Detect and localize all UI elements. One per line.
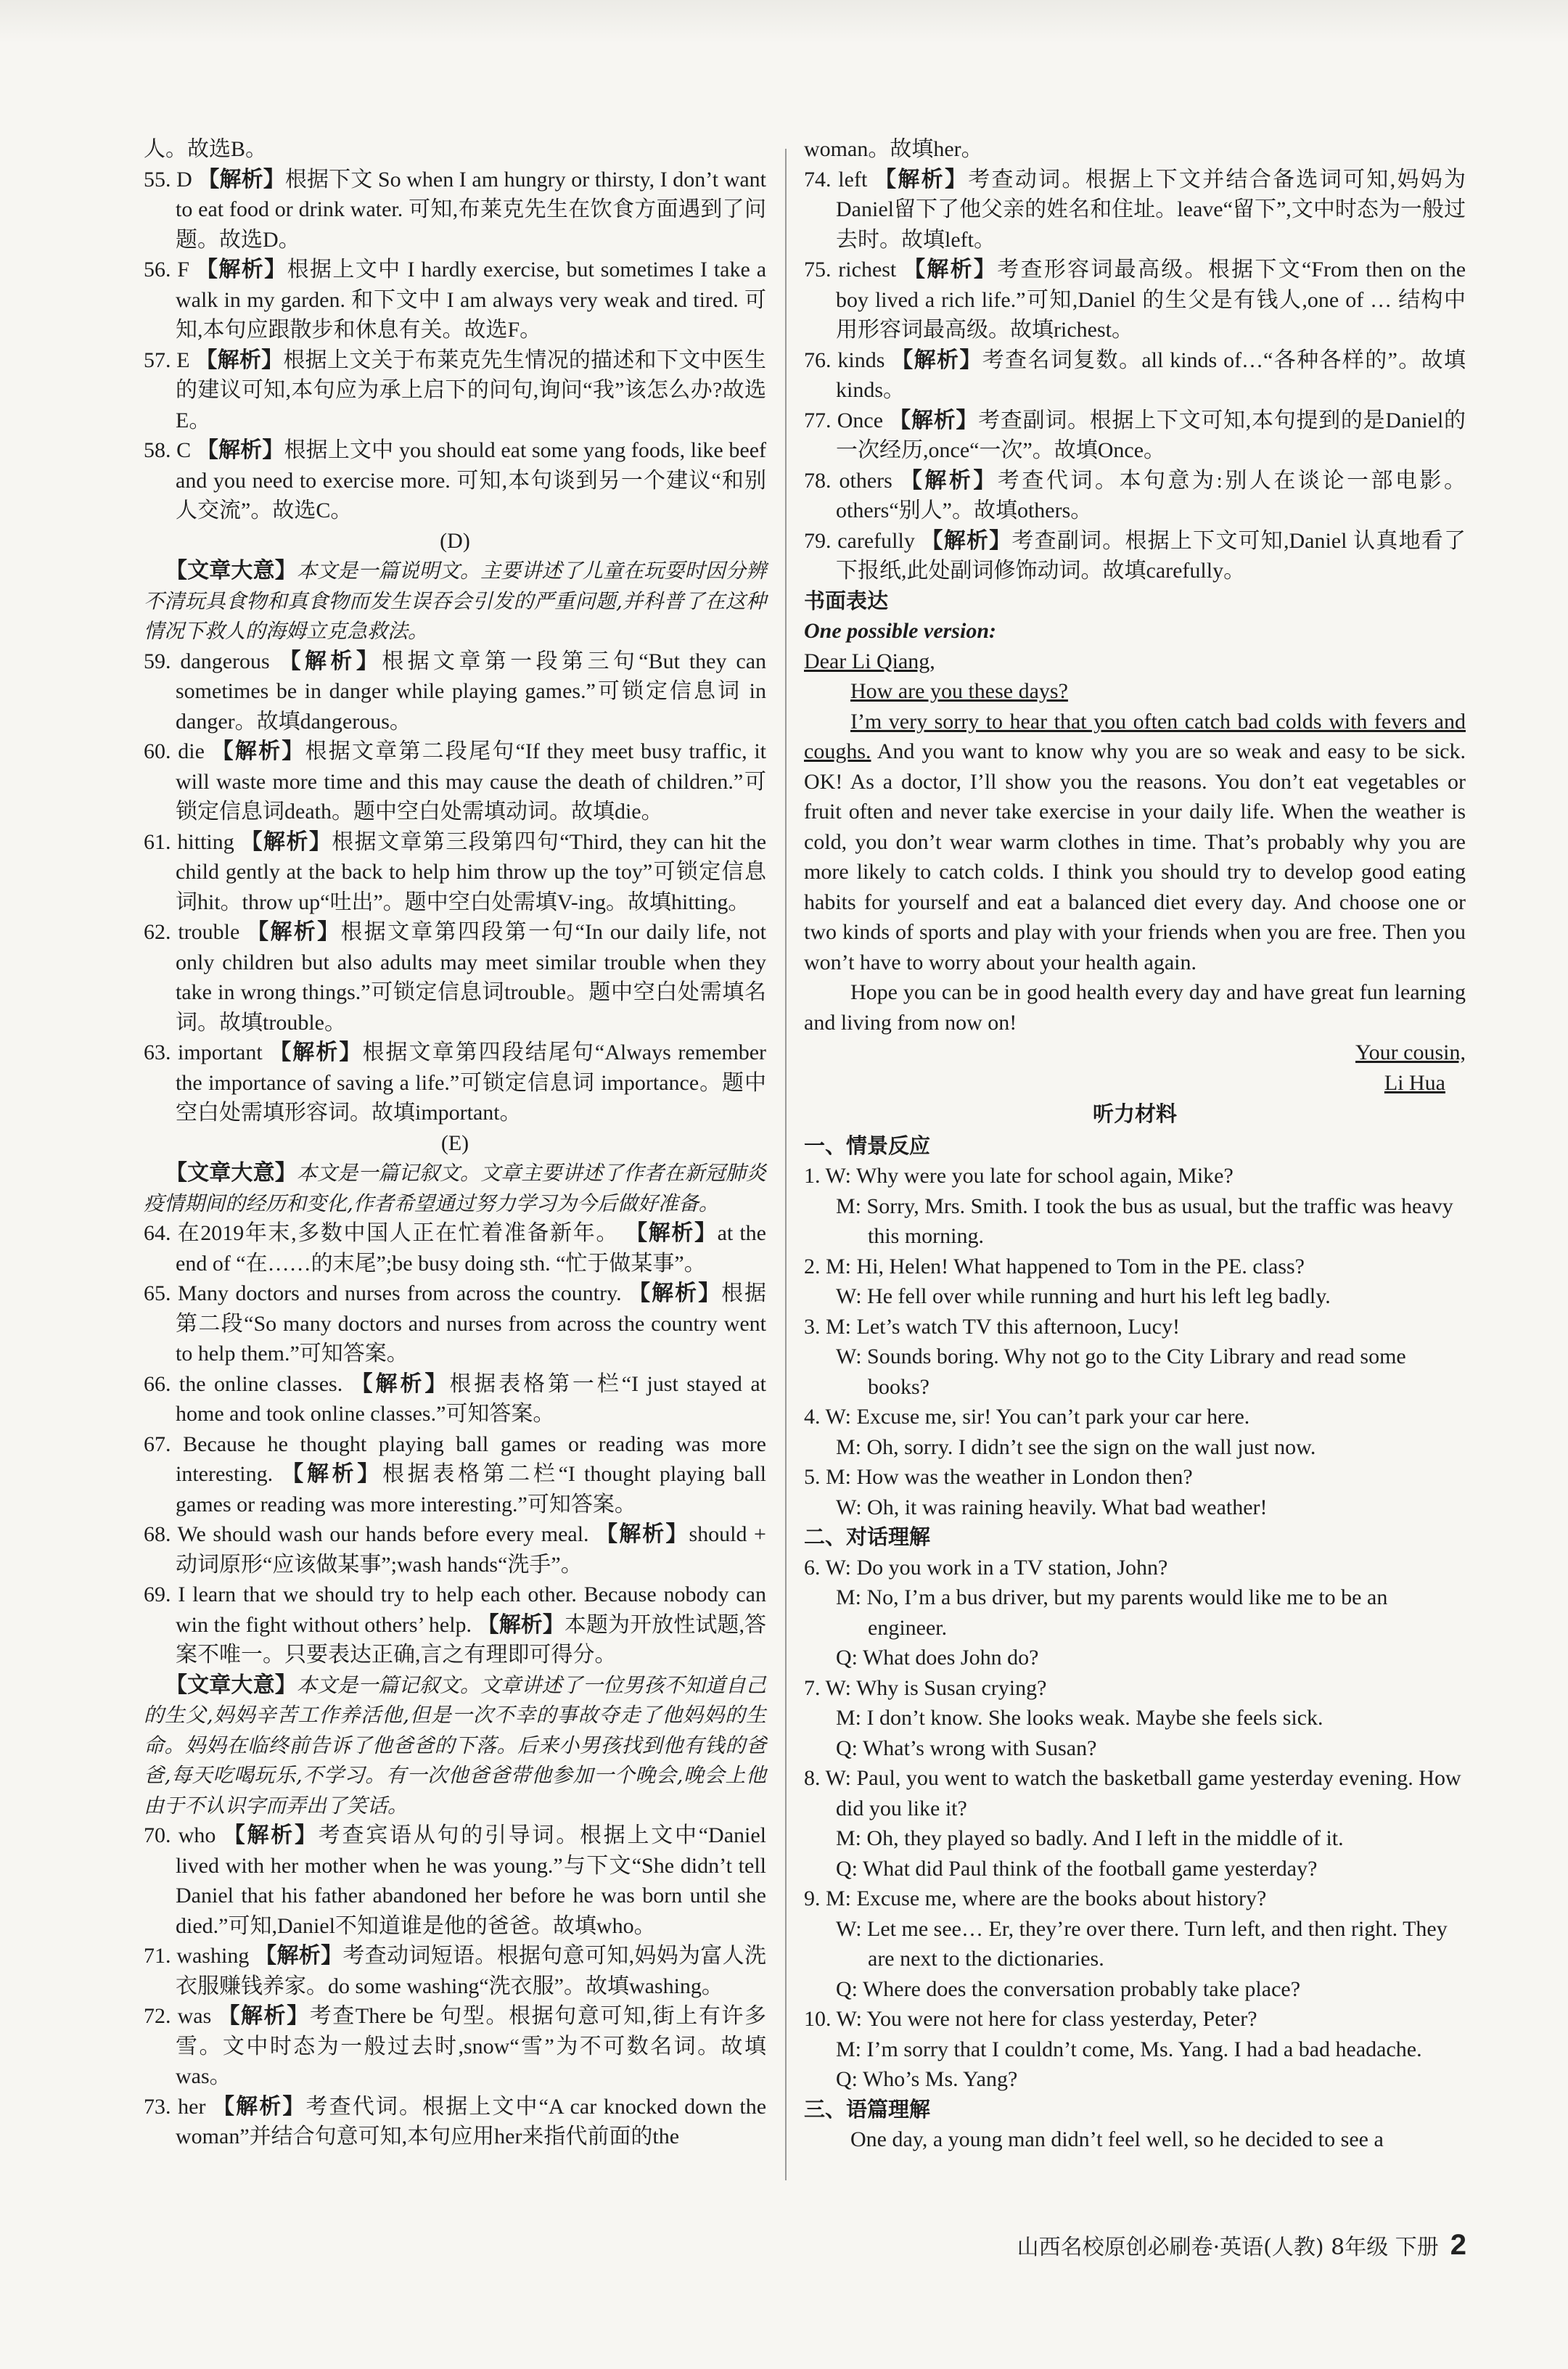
- item-analysis: 根据第二段“So many doctors and nurses from across the country went to help them.”可知答案。: [176, 1281, 767, 1366]
- dialogue-text: W: Paul, you went to watch the basketball game yesterday evening. How did you like it?: [825, 1766, 1461, 1820]
- left-answer-item: [144, 1038, 766, 1128]
- right-column: [804, 134, 1466, 2155]
- writing-signature-text: Li Hua: [1384, 1070, 1445, 1095]
- item-analysis-tag: 【解析】: [921, 528, 1012, 553]
- item-number: 62.: [144, 920, 178, 944]
- page-number: 2: [1450, 2229, 1466, 2261]
- item-analysis: 根据表格第二栏“I thought playing ball games or reading was more interesting.”可知答案。: [176, 1462, 767, 1516]
- item-analysis-tag: 【解析】: [900, 468, 998, 493]
- item-analysis: 根据文章第二段尾句“If they meet busy traffic, it will waste more time and this may cause the death of children.”可锁定信息词death。题中空白处需填动词。故填die。: [176, 739, 767, 824]
- dialogue-number: 3.: [804, 1314, 826, 1339]
- answers-74-79: [804, 134, 1466, 586]
- dialogue-line-b: W: Sounds boring. Why not go to the City Library and read some books?: [836, 1344, 1406, 1399]
- dialogue-line-a: [804, 1763, 1466, 1823]
- dialogue-line: M: No, I’m a bus driver, but my parents would like me to be an engineer.: [836, 1585, 1388, 1640]
- item-answer: F: [177, 258, 196, 282]
- summary-heading: 【文章大意】: [165, 559, 297, 583]
- listening-section-3: 三、语篇理解: [804, 2096, 931, 2122]
- item-analysis: 考查形容词最高级。根据下文“From then on the boy lived a rich life.”可知,Daniel 的生父是有钱人,one of … 结构中用形容词最高级。故填richest。: [836, 258, 1466, 342]
- item-number: 70.: [144, 1823, 178, 1847]
- dialogue-number: 5.: [804, 1465, 826, 1489]
- item-answer: Many doctors and nurses from across the country.: [177, 1281, 629, 1305]
- item-analysis: 考查名词复数。all kinds of…“各种各样的”。故填kinds。: [836, 348, 1466, 402]
- item-number: 79.: [804, 528, 838, 553]
- item-analysis-tag: 【解析】: [889, 408, 979, 432]
- item-answer: left: [838, 167, 875, 192]
- left-answer-item: [144, 1580, 766, 1670]
- item-answer: We should wash our hands before every meal.: [177, 1522, 596, 1546]
- listening-part2: [804, 1553, 1466, 2095]
- dialogue-text: W: Why is Susan crying?: [825, 1675, 1047, 1700]
- item-answer: who: [178, 1823, 223, 1847]
- dialogue-text: W: Why were you late for school again, Mike?: [825, 1164, 1234, 1188]
- left-answer-item: [144, 646, 766, 737]
- item-analysis-tag: 【解析】: [625, 1221, 718, 1245]
- dialogue-line-a: [804, 1553, 1466, 1583]
- item-analysis: 考查动词。根据上下文并结合备选词可知,妈妈为Daniel留下了他父亲的姓名和住址。leave“留下”,文中时态为一般过去时。故填left。: [836, 167, 1466, 252]
- item-number: 56.: [144, 258, 178, 282]
- item-answer: Because he thought playing ball games or reading was more interesting.: [176, 1432, 766, 1486]
- item-analysis-tag: 【解析】: [218, 2004, 310, 2028]
- writing-paragraph1: [804, 707, 1466, 978]
- dialogue-number: 8.: [804, 1766, 826, 1790]
- dialogue-text: W: Do you work in a TV station, John?: [825, 1555, 1168, 1580]
- item-analysis-tag: 【解析】: [350, 1371, 450, 1396]
- dialogue-text: M: Excuse me, where are the books about history?: [826, 1886, 1267, 1910]
- item-number: 71.: [144, 1944, 177, 1968]
- item-analysis: 根据文章第一段第三句“But they can sometimes be in danger while playing games.”可锁定信息词 in danger。故填dangerous。: [176, 649, 767, 734]
- dialogue-line: Q: What did Paul think of the football game yesterday?: [836, 1856, 1318, 1881]
- item-answer: the online classes.: [178, 1371, 351, 1396]
- item-analysis-tag: 【解析】: [477, 1612, 565, 1637]
- item-number: 57.: [144, 348, 177, 372]
- left-summary: [144, 1158, 766, 1218]
- item-analysis-tag: 【解析】: [195, 348, 284, 372]
- left-section-label: (D): [440, 528, 470, 553]
- item-analysis: 根据文章第四段结尾句“Always remember the importance of saving a life.”可锁定信息词 importance。题中空白处需填形容词。故填important。: [176, 1040, 766, 1125]
- item-answer: trouble: [178, 920, 247, 944]
- dialogue-number: 2.: [804, 1254, 826, 1278]
- dialogue-line-a: [804, 1673, 1466, 1704]
- summary-body: 本文是一篇说明文。主要讲述了儿童在玩耍时因分辨不清玩具食物和真食物而发生误吞会引发的严重问题,并科普了在这种情况下救人的海姆立克急救法。: [144, 559, 766, 643]
- item-number: 67.: [144, 1432, 184, 1456]
- dialogue-text: M: Let’s watch TV this afternoon, Lucy!: [826, 1314, 1180, 1339]
- listening-section: [804, 1099, 1466, 2155]
- writing-version: One possible version:: [804, 619, 996, 643]
- left-answer-item: [144, 827, 766, 918]
- dialogue-line: Q: What’s wrong with Susan?: [836, 1736, 1097, 1760]
- item-analysis-tag: 【解析】: [628, 1281, 722, 1305]
- right-answer-item: [804, 466, 1466, 526]
- left-answer-item: [144, 1820, 766, 1941]
- left-text: 人。故选B。: [144, 137, 268, 161]
- item-analysis: 考查动词短语。根据句意可知,妈妈为富人洗衣服赚钱养家。do some washing“洗衣服”。故填washing。: [176, 1944, 767, 1998]
- item-number: 68.: [144, 1522, 178, 1546]
- listening-section-1: 一、情景反应: [804, 1133, 931, 1158]
- dialogue-number: 1.: [804, 1164, 826, 1188]
- item-answer: kinds: [837, 348, 892, 372]
- dialogue-line-b: M: Oh, sorry. I didn’t see the sign on the wall just now.: [836, 1434, 1316, 1459]
- item-answer: was: [177, 2004, 218, 2028]
- item-answer: Once: [837, 408, 890, 432]
- listening-title: 听力材料: [1092, 1101, 1177, 1126]
- writing-signature: [804, 1068, 1466, 1099]
- dialogue-number: 7.: [804, 1675, 826, 1700]
- dialogue-number: 9.: [804, 1886, 826, 1910]
- item-number: 69.: [144, 1582, 178, 1606]
- item-analysis: 考查代词。本句意为:别人在谈论一部电影。others“别人”。故填others。: [836, 468, 1466, 522]
- left-answer-item: [144, 1429, 766, 1520]
- item-answer: richest: [838, 258, 904, 282]
- item-number: 63.: [144, 1040, 178, 1064]
- writing-line1-text: How are you these days?: [850, 679, 1068, 703]
- left-answer-item: [144, 165, 766, 255]
- dialogue-line-a: [804, 1402, 1466, 1432]
- item-answer: die: [178, 739, 212, 763]
- item-analysis-tag: 【解析】: [903, 258, 998, 282]
- item-number: 73.: [144, 2094, 178, 2119]
- right-answer-item: [804, 526, 1466, 586]
- right-answer-item: [804, 406, 1466, 466]
- item-answer: her: [178, 2094, 213, 2119]
- item-analysis-tag: 【解析】: [255, 1944, 343, 1968]
- writing-closing: [804, 1038, 1466, 1068]
- item-analysis-tag: 【解析】: [279, 649, 382, 673]
- writing-paragraph2: Hope you can be in good health every day and have great fun learning and living from now on!: [804, 980, 1466, 1035]
- left-summary: [144, 1670, 766, 1821]
- item-number: 59.: [144, 649, 181, 673]
- listening-passage: One day, a young man didn’t feel well, so he decided to see a: [850, 2127, 1384, 2151]
- dialogue-number: 4.: [804, 1405, 826, 1429]
- dialogue-line-b: M: Sorry, Mrs. Smith. I took the bus as usual, but the traffic was heavy this morning.: [836, 1194, 1453, 1248]
- writing-line1: [804, 676, 1466, 707]
- right-answer-item: [804, 165, 1466, 255]
- dialogue-text: W: Excuse me, sir! You can’t park your car here.: [825, 1405, 1250, 1429]
- item-analysis-tag: 【解析】: [874, 167, 969, 192]
- dialogue-text: M: Hi, Helen! What happened to Tom in the PE. class?: [826, 1254, 1305, 1278]
- summary-body: 本文是一篇记叙文。文章讲述了一位男孩不知道自己的生父,妈妈辛苦工作养活他,但是一次不幸的事故夺走了他妈妈的生命。妈妈在临终前告诉了他爸爸的下落。后来小男孩找到他有钱的爸爸,每天吃喝玩乐,不学习。有一次他爸爸带他参加一个晚会,晚会上他由于不认识字而弄出了笑话。: [144, 1672, 766, 1818]
- item-analysis: 考查宾语从句的引导词。根据上文中“Daniel lived with her mother when he was young.”与下文“She didn’t tell Daniel that his father abandoned her before he was born until she died.”可知,Daniel不知道谁是他的爸爸。故填who。: [176, 1823, 767, 1938]
- item-number: 64.: [144, 1221, 178, 1245]
- item-answer: E: [176, 348, 196, 372]
- item-answer: dangerous: [180, 649, 279, 673]
- writing-closing-text: Your cousin,: [1355, 1040, 1466, 1064]
- writing-title: 书面表达: [804, 588, 889, 613]
- writing-greeting: Dear Li Qiang,: [804, 649, 935, 673]
- left-section-label: (E): [440, 1130, 469, 1155]
- item-analysis: 根据上文关于布莱克先生情况的描述和下文中医生的建议可知,本句应为承上启下的问句,询问“我”该怎么办?故选E。: [176, 348, 766, 432]
- item-analysis: 根据文章第四段第一句“In our daily life, not only children but also adults may meet similar trouble when they take in wrong things.”可锁定信息词trouble。题中空白处需填名词。故填trouble。: [176, 920, 767, 1035]
- item-answer: 在2019年末,多数中国人正在忙着准备新年。: [177, 1221, 626, 1245]
- summary-heading: 【文章大意】: [165, 1161, 297, 1185]
- dialogue-line-b: W: Oh, it was raining heavily. What bad weather!: [836, 1495, 1268, 1519]
- right-text: woman。故填her。: [804, 137, 983, 161]
- item-analysis: 考查副词。根据上下文可知,Daniel 认真地看了下报纸,此处副词修饰动词。故填carefully。: [836, 528, 1466, 583]
- item-analysis: 根据文章第三段第四句“Third, they can hit the child gently at the back to help him throw up the toy”可锁定信息词hit。throw up“吐出”。题中空白处需填V-ing。故填hitting。: [176, 829, 767, 914]
- item-analysis: 根据下文 So when I am hungry or thirsty, I don’t want to eat food or drink water. 可知,布莱克先生在饮食方面遇到了问题。故选D。: [176, 167, 767, 252]
- item-analysis-tag: 【解析】: [196, 438, 284, 462]
- dialogue-number: 10.: [804, 2007, 837, 2031]
- left-answer-item: [144, 736, 766, 827]
- left-answer-item: [144, 2092, 766, 2152]
- item-number: 61.: [144, 829, 178, 854]
- dialogue-line-a: [804, 1312, 1466, 1342]
- item-analysis: 本题为开放性试题,答案不唯一。只要表达正确,言之有理即可得分。: [176, 1612, 767, 1667]
- dialogue-text: M: How was the weather in London then?: [826, 1465, 1193, 1489]
- dialogue-text: W: You were not here for class yesterday, Peter?: [836, 2007, 1257, 2031]
- item-answer: D: [176, 167, 198, 192]
- item-analysis: 根据上文中 I hardly exercise, but sometimes I take a walk in my garden. 和下文中 I am always very weak and tired. 可知,本句应跟散步和休息有关。故选F。: [176, 258, 767, 342]
- dialogue-number: 6.: [804, 1555, 826, 1580]
- dialogue-line: M: Oh, they played so badly. And I left in the middle of it.: [836, 1826, 1344, 1850]
- item-answer: hitting: [177, 829, 241, 854]
- left-answer-item: [144, 917, 766, 1038]
- summary-body: 本文是一篇记叙文。文章主要讲述了作者在新冠肺炎疫情期间的经历和变化,作者希望通过努力学习为今后做好准备。: [144, 1161, 766, 1215]
- right-answer-item: [804, 255, 1466, 345]
- dialogue-line-a: [804, 2004, 1466, 2035]
- item-analysis: at the end of “在……的末尾”;be busy doing sth. “忙于做某事”。: [176, 1221, 767, 1276]
- listening-section-2: 二、对话理解: [804, 1524, 931, 1549]
- dialogue-line-a: [804, 1161, 1466, 1191]
- summary-heading: 【文章大意】: [165, 1672, 297, 1697]
- item-analysis-tag: 【解析】: [247, 920, 341, 944]
- item-answer: washing: [176, 1944, 255, 1968]
- left-summary: [144, 556, 766, 646]
- left-answer-item: [144, 1941, 766, 2001]
- item-answer: I learn that we should try to help each other. Because nobody can win the fight without others’ help.: [176, 1582, 767, 1637]
- item-analysis: 根据上文中 you should eat some yang foods, like beef and you need to exercise more. 可知,本句谈到另一个建议“和别人交流”。故选C。: [176, 438, 767, 522]
- item-number: 77.: [804, 408, 837, 432]
- item-number: 74.: [804, 167, 839, 192]
- item-number: 65.: [144, 1281, 178, 1305]
- item-analysis-tag: 【解析】: [211, 739, 305, 763]
- item-analysis-tag: 【解析】: [196, 258, 287, 282]
- item-analysis-tag: 【解析】: [282, 1462, 382, 1486]
- top-band: [0, 0, 1568, 44]
- left-answer-item: [144, 345, 766, 436]
- page-footer: [1017, 2229, 1466, 2262]
- writing-underlined: I’m very sorry to hear that you often catch bad colds with fevers and coughs.: [804, 709, 1466, 763]
- dialogue-line-a: [804, 1884, 1466, 1914]
- item-analysis-tag: 【解析】: [891, 348, 982, 372]
- dialogue-line: M: I don’t know. She looks weak. Maybe she feels sick.: [836, 1706, 1323, 1730]
- item-analysis: 考查There be 句型。根据句意可知,街上有许多雪。文中时态为一般过去时,snow“雪”为不可数名词。故填was。: [176, 2004, 767, 2088]
- right-answer-item: [804, 345, 1466, 406]
- item-analysis-tag: 【解析】: [596, 1522, 689, 1546]
- item-number: 58.: [144, 438, 177, 462]
- left-answer-item: [144, 435, 766, 526]
- dialogue-line-a: [804, 1252, 1466, 1282]
- left-answer-item: [144, 1278, 766, 1369]
- item-analysis-tag: 【解析】: [269, 1040, 363, 1064]
- item-answer: others: [839, 468, 900, 493]
- writing-paragraph1-rest: And you want to know why you are so weak and easy to be sick. OK! As a doctor, I’ll show you the reasons. You don’t eat vegetables or fruit often and never take exercise in your daily life. When the weather is cold, you don’t wear warm clothes in time. That’s probably why you are more likely to catch colds. I think you should try to develop good eating habits for yourself and eat a balanced diet every day. And choose one or two kinds of sports and play with your friends when you are free. Then you won’t have to worry about your health again.: [804, 739, 1466, 974]
- writing-section: [804, 586, 1466, 1099]
- item-number: 72.: [144, 2004, 178, 2028]
- item-number: 60.: [144, 739, 178, 763]
- left-answer-item: [144, 1218, 766, 1278]
- left-column: [144, 134, 766, 2152]
- item-analysis-tag: 【解析】: [213, 2094, 306, 2119]
- item-number: 76.: [804, 348, 838, 372]
- item-number: 55.: [144, 167, 177, 192]
- item-analysis: 考查代词。根据上文中“A car knocked down the woman”并结合句意可知,本句应用her来指代前面的the: [176, 2094, 767, 2148]
- dialogue-line-b: W: He fell over while running and hurt his left leg badly.: [836, 1284, 1331, 1308]
- item-analysis-tag: 【解析】: [197, 167, 285, 192]
- left-answer-item: [144, 255, 766, 345]
- item-analysis: 根据表格第一栏“I just stayed at home and took online classes.”可知答案。: [176, 1371, 766, 1426]
- item-number: 75.: [804, 258, 839, 282]
- dialogue-line: M: I’m sorry that I couldn’t come, Ms. Yang. I had a bad headache.: [836, 2037, 1422, 2061]
- left-answer-item: [144, 1519, 766, 1580]
- footer-title: 山西名校原创必刷卷·英语(人教) 8年级 下册: [1017, 2235, 1439, 2260]
- column-divider: [785, 149, 787, 2180]
- dialogue-line: Q: Where does the conversation probably take place?: [836, 1976, 1301, 2001]
- item-answer: carefully: [837, 528, 921, 553]
- item-analysis: 考查副词。根据上下文可知,本句提到的是Daniel的一次经历,once“一次”。故填Once。: [836, 408, 1466, 462]
- item-answer: C: [176, 438, 197, 462]
- item-number: 66.: [144, 1371, 179, 1396]
- dialogue-line-a: [804, 1462, 1466, 1493]
- left-answer-item: [144, 1369, 766, 1429]
- item-analysis-tag: 【解析】: [223, 1823, 319, 1847]
- item-analysis-tag: 【解析】: [240, 829, 332, 854]
- left-answer-item: [144, 2001, 766, 2092]
- listening-part1: [804, 1161, 1466, 1522]
- item-analysis: should + 动词原形“应该做某事”;wash hands“洗手”。: [176, 1522, 766, 1577]
- item-number: 78.: [804, 468, 840, 493]
- item-answer: important: [178, 1040, 270, 1064]
- dialogue-line: Q: Who’s Ms. Yang?: [836, 2067, 1018, 2091]
- dialogue-line: W: Let me see… Er, they’re over there. Turn left, and then right. They are next to the dictionaries.: [836, 1916, 1448, 1971]
- dialogue-line: Q: What does John do?: [836, 1646, 1039, 1670]
